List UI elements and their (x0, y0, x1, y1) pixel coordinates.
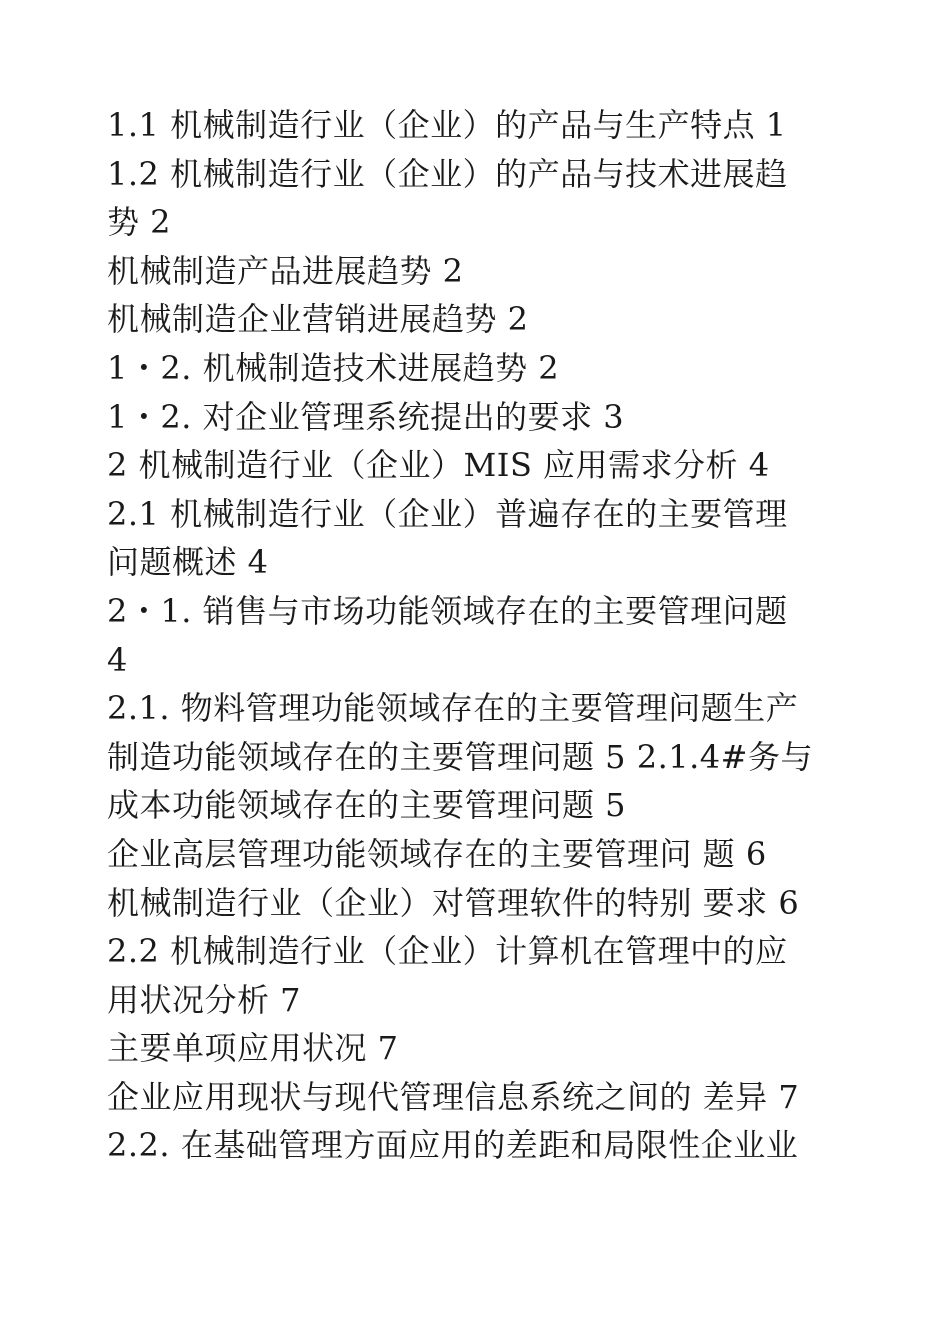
toc-line: 1・2. 机械制造技术进展趋势 2 (107, 348, 560, 387)
toc-line: 2 机械制造行业（企业）MIS 应用需求分析 4 (107, 446, 770, 485)
toc-line: 势 2 (107, 203, 172, 242)
toc-line: 1.2 机械制造行业（企业）的产品与技术进展趋 (107, 154, 788, 193)
toc-line: 主要单项应用状况 7 (107, 1029, 399, 1068)
toc-line: 2.2 机械制造行业（企业）计算机在管理中的应 (107, 932, 788, 971)
toc-line: 用状况分析 7 (107, 980, 302, 1019)
toc-line: 1.1 机械制造行业（企业）的产品与生产特点 1 (107, 106, 787, 144)
toc-line: 2.1. 物料管理功能领域存在的主要管理问题生产 (107, 689, 799, 728)
toc-line: 2.2. 在基础管理方面应用的差距和局限性企业业 (107, 1126, 799, 1165)
toc-line: 4 (107, 640, 128, 679)
table-of-contents (107, 101, 847, 1170)
toc-line: 机械制造产品进展趋势 2 (107, 251, 464, 290)
toc-line: 机械制造行业（企业）对管理软件的特别 要求 6 (107, 883, 800, 922)
toc-line: 2・1. 销售与市场功能领域存在的主要管理问题 (107, 591, 788, 630)
toc-line: 成本功能领域存在的主要管理问题 5 (107, 786, 627, 825)
toc-line: 1・2. 对企业管理系统提出的要求 3 (107, 397, 625, 436)
toc-line: 企业应用现状与现代管理信息系统之间的 差异 7 (107, 1077, 800, 1116)
toc-line: 机械制造企业营销进展趋势 2 (107, 300, 529, 339)
toc-line: 问题概述 4 (107, 543, 269, 582)
toc-line: 2.1 机械制造行业（企业）普遍存在的主要管理 (107, 494, 788, 533)
toc-line: 制造功能领域存在的主要管理问题 5 2.1.4#务与 (107, 737, 813, 776)
toc-line: 企业高层管理功能领域存在的主要管理问 题 6 (107, 834, 767, 873)
